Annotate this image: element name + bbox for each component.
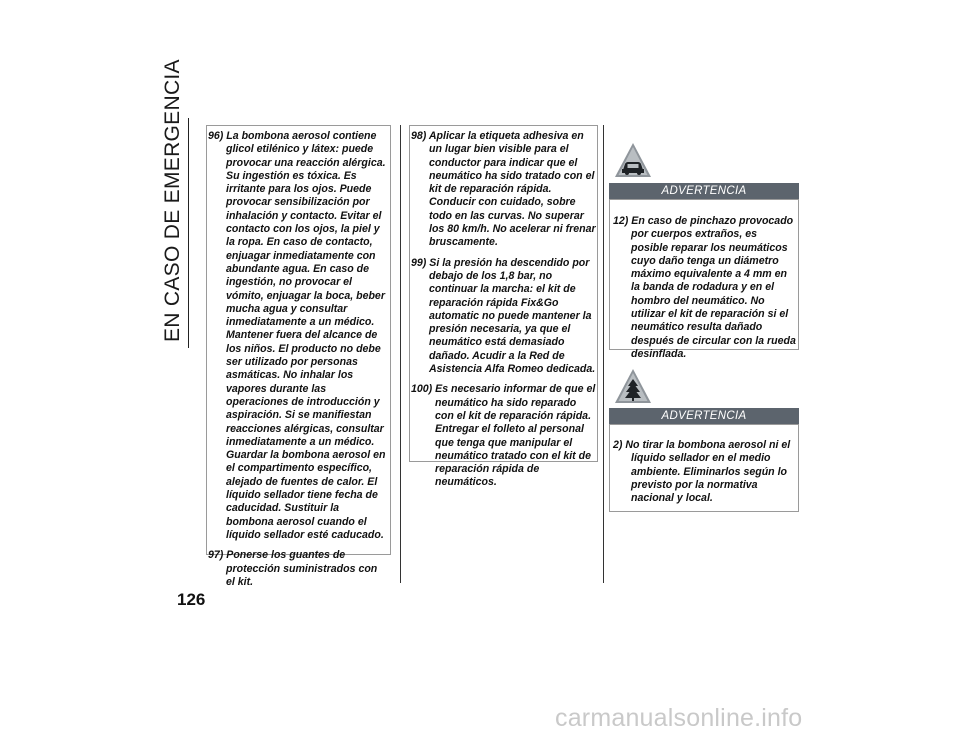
warning-text-1 [613, 215, 797, 368]
warning-number: 2) [613, 439, 623, 451]
note-96 [208, 130, 389, 542]
note-number: 96) [208, 130, 224, 142]
note-text: Es necesario informar de que el neumático ha sido reparado con el kit de reparación rápida. Entregar el folleto al personal que tenga que manipular el neumático tratado con el kit de reparación rápida de neumáticos. [435, 383, 596, 489]
warning-note-2 [613, 439, 797, 505]
note-97 [208, 549, 389, 589]
note-text: La bombona aerosol contiene glicol etilénico y látex: puede provocar una reacción alérgica. Su ingestión es tóxica. Es irritante para los ojos. Puede provocar sensibilización por inhalación y contacto. Evitar el contacto con los ojos, la piel y la ropa. En caso de contacto, enjuagar inmediatamente con abundante agua. En caso de ingestión, no provocar el vómito, enjuagar la boca, beber mucha agua y consultar inmediatamente a un médico. Mantener fuera del alcance de los niños. El producto no debe ser utilizado por personas asmáticas. No inhalar los vapores durante las operaciones de introducción y aspiración. Si se manifiestan reacciones alérgicas, consultar inmediatamente a un médico. Guardar la bombona aerosol en el compartimento específico, alejado de fuentes de calor. El líquido sellador tiene fecha de caducidad. Sustituir la bombona aerosol cuando el líquido sellador esté caducado. [226, 130, 386, 541]
note-98 [411, 130, 596, 250]
warning-text: En caso de pinchazo provocado por cuerpos extraños, es posible reparar los neumáticos cuyo daño tenga un diámetro máximo equivalente a 4 mm en la banda de rodadura y en el hombro del neumático. No utilizar el kit de reparación si el neumático resulta dañado después de circular con la rueda desinflada. [631, 215, 796, 360]
car-warning-icon [613, 141, 653, 179]
section-title: EN CASO DE EMERGENCIA [161, 59, 184, 342]
warning-heading-1: ADVERTENCIA [609, 183, 799, 199]
column-divider-right [603, 125, 604, 583]
environment-tree-icon [613, 367, 653, 405]
note-number: 100) [411, 383, 433, 396]
warning-note-12 [613, 215, 797, 361]
column-divider-left [400, 125, 401, 583]
middle-notes-column [411, 130, 596, 497]
note-number: 97) [208, 549, 224, 562]
warning-text: No tirar la bombona aerosol ni el líquido sellador en el medio ambiente. Eliminarlos según lo previsto por la normativa nacional y local. [625, 439, 791, 505]
warning-heading-2: ADVERTENCIA [609, 408, 799, 424]
section-title-rule [188, 118, 189, 348]
left-notes-column [208, 130, 389, 596]
note-number: 98) [411, 130, 427, 142]
warning-text-2 [613, 439, 797, 512]
note-text: Si la presión ha descendido por debajo de los 1,8 bar, no continuar la marcha: el kit de reparación rápida Fix&Go automatic no puede mantener la presión necesaria, ya que el neumático está demasiado dañado. Acudir a la Red de Asistencia Alfa Romeo dedicada. [429, 256, 596, 376]
note-99 [411, 257, 596, 377]
note-number: 99) [411, 256, 427, 269]
note-text: Aplicar la etiqueta adhesiva en un lugar bien visible para el conductor para indicar que el neumático ha sido tratado con el kit de reparación rápida. Conducir con cuidado, sobre todo en las curvas. No superar los 80 km/h. No acelerar ni frenar bruscamente. [428, 130, 596, 249]
warning-number: 12) [613, 215, 629, 227]
note-text: Ponerse los guantes de protección suministrados con el kit. [226, 549, 378, 588]
footer-watermark: carmanualsonline.info [555, 704, 803, 732]
note-100 [411, 383, 596, 489]
page-number: 126 [177, 590, 206, 609]
